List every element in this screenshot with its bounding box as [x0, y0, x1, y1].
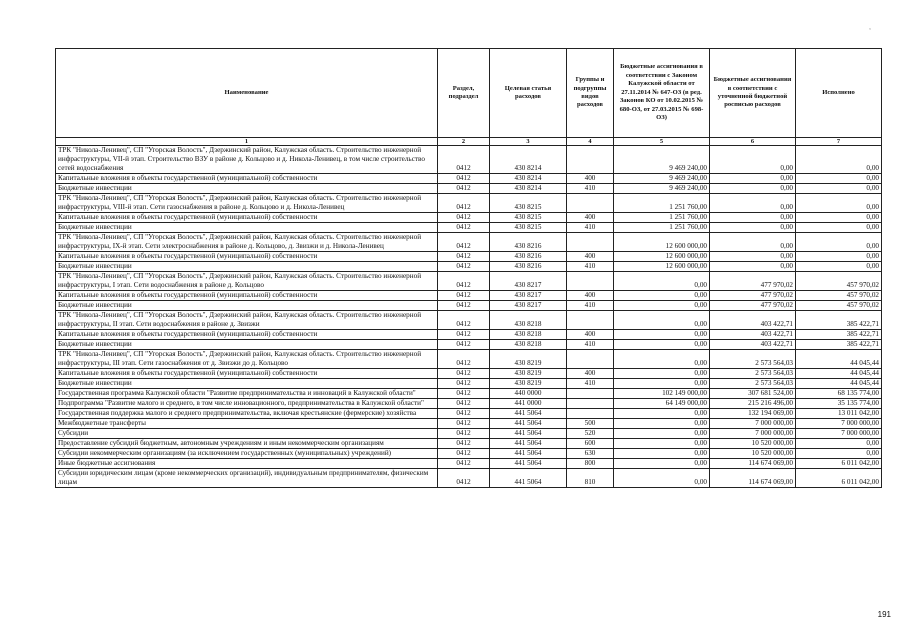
row-name: Государственная поддержка малого и среднего предпринимательства, включая крестьянские (фермерские) хозяйства [56, 409, 438, 419]
row-group: 810 [567, 469, 614, 488]
row-name: Капитальные вложения в объекты государственной (муниципальной) собственности [56, 291, 438, 301]
row-executed: 0,00 [796, 262, 882, 272]
row-approved: 10 520 000,00 [710, 439, 796, 449]
row-article: 430 8216 [490, 252, 567, 262]
row-section: 0412 [438, 330, 490, 340]
table-row [56, 146, 882, 174]
row-assigned: 0,00 [614, 449, 710, 459]
row-article: 430 8215 [490, 194, 567, 213]
row-section: 0412 [438, 174, 490, 184]
row-name: Бюджетные инвестиции [56, 379, 438, 389]
row-article: 441 0000 [490, 399, 567, 409]
row-approved: 114 674 069,00 [710, 459, 796, 469]
row-executed: 35 135 774,00 [796, 399, 882, 409]
table-row [56, 379, 882, 389]
table-row [56, 340, 882, 350]
row-group: 410 [567, 262, 614, 272]
row-approved: 477 970,02 [710, 272, 796, 291]
row-approved: 403 422,71 [710, 330, 796, 340]
row-section: 0412 [438, 213, 490, 223]
row-assigned: 0,00 [614, 272, 710, 291]
row-assigned: 0,00 [614, 469, 710, 488]
row-group [567, 389, 614, 399]
row-section: 0412 [438, 272, 490, 291]
row-group [567, 311, 614, 330]
table-row [56, 409, 882, 419]
row-group [567, 194, 614, 213]
table-row [56, 369, 882, 379]
row-executed: 0,00 [796, 213, 882, 223]
row-article: 441 5064 [490, 439, 567, 449]
table-row [56, 330, 882, 340]
table-row [56, 419, 882, 429]
row-assigned: 64 149 000,00 [614, 399, 710, 409]
row-approved: 0,00 [710, 184, 796, 194]
row-approved: 0,00 [710, 194, 796, 213]
row-article: 441 5064 [490, 409, 567, 419]
row-assigned: 9 469 240,00 [614, 184, 710, 194]
row-approved: 307 681 524,00 [710, 389, 796, 399]
row-article: 430 8217 [490, 301, 567, 311]
row-section: 0412 [438, 223, 490, 233]
row-name: ТРК "Никола-Ленивец", СП "Угорская Волость", Дзержинский район, Калужская область. Строительство инженерной инфраструктуры, VII-й этап. Строительство ВЗУ в районе д. Кольцово и д. Никола-Ленивец, в том числе строительство сетей водоснабжения [56, 146, 438, 174]
row-section: 0412 [438, 369, 490, 379]
row-executed: 68 135 774,00 [796, 389, 882, 399]
table-row [56, 459, 882, 469]
row-assigned: 12 600 000,00 [614, 262, 710, 272]
row-executed: 457 970,02 [796, 291, 882, 301]
row-section: 0412 [438, 469, 490, 488]
row-executed: 6 011 042,00 [796, 459, 882, 469]
header-section: Раздел, подраздел [438, 49, 490, 138]
table-row [56, 272, 882, 291]
column-number: 3 [490, 138, 567, 146]
row-assigned: 0,00 [614, 291, 710, 301]
row-section: 0412 [438, 409, 490, 419]
row-name: Государственная программа Калужской области "Развитие предпринимательства и инноваций в Калужской области" [56, 389, 438, 399]
row-approved: 10 520 000,00 [710, 449, 796, 459]
row-group: 630 [567, 449, 614, 459]
row-name: Бюджетные инвестиции [56, 301, 438, 311]
row-article: 430 8219 [490, 369, 567, 379]
row-assigned: 9 469 240,00 [614, 146, 710, 174]
row-name: Капитальные вложения в объекты государственной (муниципальной) собственности [56, 330, 438, 340]
row-approved: 0,00 [710, 146, 796, 174]
row-approved: 0,00 [710, 213, 796, 223]
row-group: 800 [567, 459, 614, 469]
row-group [567, 409, 614, 419]
row-executed: 0,00 [796, 233, 882, 252]
row-approved: 477 970,02 [710, 301, 796, 311]
row-group: 410 [567, 340, 614, 350]
column-number: 7 [796, 138, 882, 146]
budget-sheet [55, 48, 881, 488]
row-article: 430 8216 [490, 262, 567, 272]
header-name: Наименование [56, 49, 438, 138]
row-approved: 0,00 [710, 223, 796, 233]
row-assigned: 0,00 [614, 369, 710, 379]
row-article: 440 0000 [490, 389, 567, 399]
row-name: Капитальные вложения в объекты государственной (муниципальной) собственности [56, 252, 438, 262]
row-group: 410 [567, 223, 614, 233]
row-executed: 0,00 [796, 439, 882, 449]
row-assigned: 9 469 240,00 [614, 174, 710, 184]
table-body [56, 146, 882, 488]
row-article: 430 8214 [490, 184, 567, 194]
row-article: 430 8219 [490, 379, 567, 389]
row-assigned: 0,00 [614, 459, 710, 469]
table-row [56, 429, 882, 439]
row-name: Субсидии [56, 429, 438, 439]
row-approved: 114 674 069,00 [710, 469, 796, 488]
row-section: 0412 [438, 184, 490, 194]
row-assigned: 0,00 [614, 409, 710, 419]
table-row [56, 399, 882, 409]
row-section: 0412 [438, 429, 490, 439]
row-section: 0412 [438, 194, 490, 213]
row-name: ТРК "Никола-Ленивец", СП "Угорская Волость", Дзержинский район, Калужская область. Строительство инженерной инфраструктуры, III этап. Сети газоснабжения от д. Звизжи до д. Кольцово [56, 350, 438, 369]
row-assigned: 0,00 [614, 301, 710, 311]
row-approved: 0,00 [710, 174, 796, 184]
table-row [56, 291, 882, 301]
row-assigned: 0,00 [614, 350, 710, 369]
table-row [56, 311, 882, 330]
header-appropriations: Бюджетные ассигнования в соответствии с уточненной бюджетной росписью расходов [710, 49, 796, 138]
row-assigned: 12 600 000,00 [614, 252, 710, 262]
row-article: 441 5064 [490, 429, 567, 439]
row-approved: 2 573 564,03 [710, 350, 796, 369]
row-group [567, 350, 614, 369]
row-name: Межбюджетные трансферты [56, 419, 438, 429]
row-group: 400 [567, 213, 614, 223]
row-executed: 0,00 [796, 223, 882, 233]
row-approved: 403 422,71 [710, 311, 796, 330]
row-group [567, 272, 614, 291]
row-article: 430 8218 [490, 340, 567, 350]
table-row [56, 223, 882, 233]
row-article: 430 8217 [490, 291, 567, 301]
row-executed: 385 422,71 [796, 311, 882, 330]
row-article: 430 8215 [490, 213, 567, 223]
table-header-row [56, 49, 882, 138]
row-article: 430 8218 [490, 330, 567, 340]
row-executed: 0,00 [796, 252, 882, 262]
row-article: 430 8214 [490, 174, 567, 184]
row-section: 0412 [438, 146, 490, 174]
row-article: 441 5064 [490, 469, 567, 488]
row-section: 0412 [438, 233, 490, 252]
row-section: 0412 [438, 399, 490, 409]
row-name: Капитальные вложения в объекты государственной (муниципальной) собственности [56, 213, 438, 223]
row-executed: 7 000 000,00 [796, 419, 882, 429]
table-row [56, 184, 882, 194]
header-article: Целевая статья расходов [490, 49, 567, 138]
row-group: 400 [567, 174, 614, 184]
row-section: 0412 [438, 379, 490, 389]
row-group: 400 [567, 291, 614, 301]
table-row [56, 233, 882, 252]
row-article: 430 8216 [490, 233, 567, 252]
row-group [567, 399, 614, 409]
row-executed: 44 045,44 [796, 369, 882, 379]
row-executed: 0,00 [796, 449, 882, 459]
header-group: Группы и подгруппы видов расходов [567, 49, 614, 138]
header-execution: Исполнено [796, 49, 882, 138]
row-assigned: 0,00 [614, 419, 710, 429]
row-section: 0412 [438, 459, 490, 469]
row-article: 430 8219 [490, 350, 567, 369]
row-assigned: 12 600 000,00 [614, 233, 710, 252]
page-number: 191 [877, 610, 891, 619]
row-assigned: 0,00 [614, 340, 710, 350]
row-group [567, 146, 614, 174]
row-name: Иные бюджетные ассигнования [56, 459, 438, 469]
row-assigned: 1 251 760,00 [614, 213, 710, 223]
row-group: 410 [567, 184, 614, 194]
row-group: 400 [567, 330, 614, 340]
column-number: 2 [438, 138, 490, 146]
row-executed: 457 970,02 [796, 272, 882, 291]
row-approved: 0,00 [710, 252, 796, 262]
column-number: 6 [710, 138, 796, 146]
row-section: 0412 [438, 311, 490, 330]
row-article: 441 5064 [490, 449, 567, 459]
column-number: 5 [614, 138, 710, 146]
table-row [56, 439, 882, 449]
row-assigned: 0,00 [614, 439, 710, 449]
row-name: Подпрограмма "Развитие малого и среднего, в том числе инновационного, предпринимательства в Калужской области" [56, 399, 438, 409]
row-assigned: 1 251 760,00 [614, 223, 710, 233]
table-row [56, 252, 882, 262]
column-number: 1 [56, 138, 438, 146]
row-approved: 403 422,71 [710, 340, 796, 350]
row-article: 441 5064 [490, 459, 567, 469]
row-approved: 0,00 [710, 262, 796, 272]
row-executed: 385 422,71 [796, 330, 882, 340]
row-article: 441 5064 [490, 419, 567, 429]
row-approved: 132 194 069,00 [710, 409, 796, 419]
row-executed: 0,00 [796, 174, 882, 184]
row-assigned: 1 251 760,00 [614, 194, 710, 213]
row-group: 520 [567, 429, 614, 439]
table-row [56, 262, 882, 272]
column-number: 4 [567, 138, 614, 146]
table-row [56, 350, 882, 369]
row-assigned: 0,00 [614, 379, 710, 389]
row-article: 430 8217 [490, 272, 567, 291]
row-article: 430 8215 [490, 223, 567, 233]
row-section: 0412 [438, 389, 490, 399]
row-name: Капитальные вложения в объекты государственной (муниципальной) собственности [56, 174, 438, 184]
row-section: 0412 [438, 340, 490, 350]
scan-mark: , [869, 24, 871, 31]
row-section: 0412 [438, 419, 490, 429]
table-row [56, 174, 882, 184]
table-row [56, 194, 882, 213]
row-name: ТРК "Никола-Ленивец", СП "Угорская Волость", Дзержинский район, Калужская область. Строительство инженерной инфраструктуры, IX-й этап. Сети электроснабжения в районе д. Кольцово, д. Звизжи и д. Никола-Ленивец [56, 233, 438, 252]
row-group: 600 [567, 439, 614, 449]
row-name: ТРК "Никола-Ленивец", СП "Угорская Волость", Дзержинский район, Калужская область. Строительство инженерной инфраструктуры, VIII-й этап. Сети газоснабжения в районе д. Кольцово и д. Никола-Ленивец [56, 194, 438, 213]
header-assignments: Бюджетные ассигнования в соответствии с Законом Калужской области от 27.11.2014 № 647-ОЗ (в ред. Законов КО от 10.02.2015 № 680-ОЗ, от 27.03.2015 № 698-ОЗ) [614, 49, 710, 138]
row-assigned: 0,00 [614, 429, 710, 439]
row-group: 400 [567, 252, 614, 262]
row-section: 0412 [438, 439, 490, 449]
row-name: Субсидии некоммерческим организациям (за исключением государственных (муниципальных) учреждений) [56, 449, 438, 459]
row-section: 0412 [438, 262, 490, 272]
row-approved: 7 000 000,00 [710, 429, 796, 439]
row-executed: 457 970,02 [796, 301, 882, 311]
row-article: 430 8214 [490, 146, 567, 174]
row-article: 430 8218 [490, 311, 567, 330]
row-section: 0412 [438, 291, 490, 301]
row-group: 410 [567, 379, 614, 389]
row-executed: 44 045,44 [796, 379, 882, 389]
row-name: Бюджетные инвестиции [56, 223, 438, 233]
row-name: Бюджетные инвестиции [56, 340, 438, 350]
row-name: ТРК "Никола-Ленивец", СП "Угорская Волость", Дзержинский район, Калужская область. Строительство инженерной инфраструктуры, II этап. Сети водоснабжения в районе д. Звизжи [56, 311, 438, 330]
row-assigned: 0,00 [614, 330, 710, 340]
row-group: 500 [567, 419, 614, 429]
row-name: Бюджетные инвестиции [56, 262, 438, 272]
row-name: Предоставление субсидий бюджетным, автономным учреждениям и иным некоммерческим организациям [56, 439, 438, 449]
row-name: Капитальные вложения в объекты государственной (муниципальной) собственности [56, 369, 438, 379]
row-group: 410 [567, 301, 614, 311]
table-row [56, 449, 882, 459]
row-name: Бюджетные инвестиции [56, 184, 438, 194]
row-assigned: 102 149 000,00 [614, 389, 710, 399]
row-section: 0412 [438, 350, 490, 369]
row-section: 0412 [438, 449, 490, 459]
row-executed: 0,00 [796, 146, 882, 174]
row-name: Субсидии юридическим лицам (кроме некоммерческих организаций), индивидуальным предпринимателям, физическим лицам [56, 469, 438, 488]
row-approved: 7 000 000,00 [710, 419, 796, 429]
row-section: 0412 [438, 252, 490, 262]
row-approved: 477 970,02 [710, 291, 796, 301]
row-assigned: 0,00 [614, 311, 710, 330]
row-executed: 13 011 042,00 [796, 409, 882, 419]
row-executed: 44 045,44 [796, 350, 882, 369]
row-executed: 6 011 042,00 [796, 469, 882, 488]
column-number-row [56, 138, 882, 146]
table-row [56, 213, 882, 223]
row-approved: 215 216 496,00 [710, 399, 796, 409]
table-row [56, 469, 882, 488]
row-name: ТРК "Никола-Ленивец", СП "Угорская Волость", Дзержинский район, Калужская область. Строительство инженерной инфраструктуры, I этап. Сети водоснабжения в районе д. Кольцово [56, 272, 438, 291]
row-group: 400 [567, 369, 614, 379]
table-row [56, 301, 882, 311]
row-group [567, 233, 614, 252]
row-approved: 0,00 [710, 233, 796, 252]
row-executed: 7 000 000,00 [796, 429, 882, 439]
budget-table [55, 48, 882, 488]
row-section: 0412 [438, 301, 490, 311]
row-executed: 385 422,71 [796, 340, 882, 350]
row-executed: 0,00 [796, 184, 882, 194]
row-executed: 0,00 [796, 194, 882, 213]
row-approved: 2 573 564,03 [710, 379, 796, 389]
table-row [56, 389, 882, 399]
row-approved: 2 573 564,03 [710, 369, 796, 379]
